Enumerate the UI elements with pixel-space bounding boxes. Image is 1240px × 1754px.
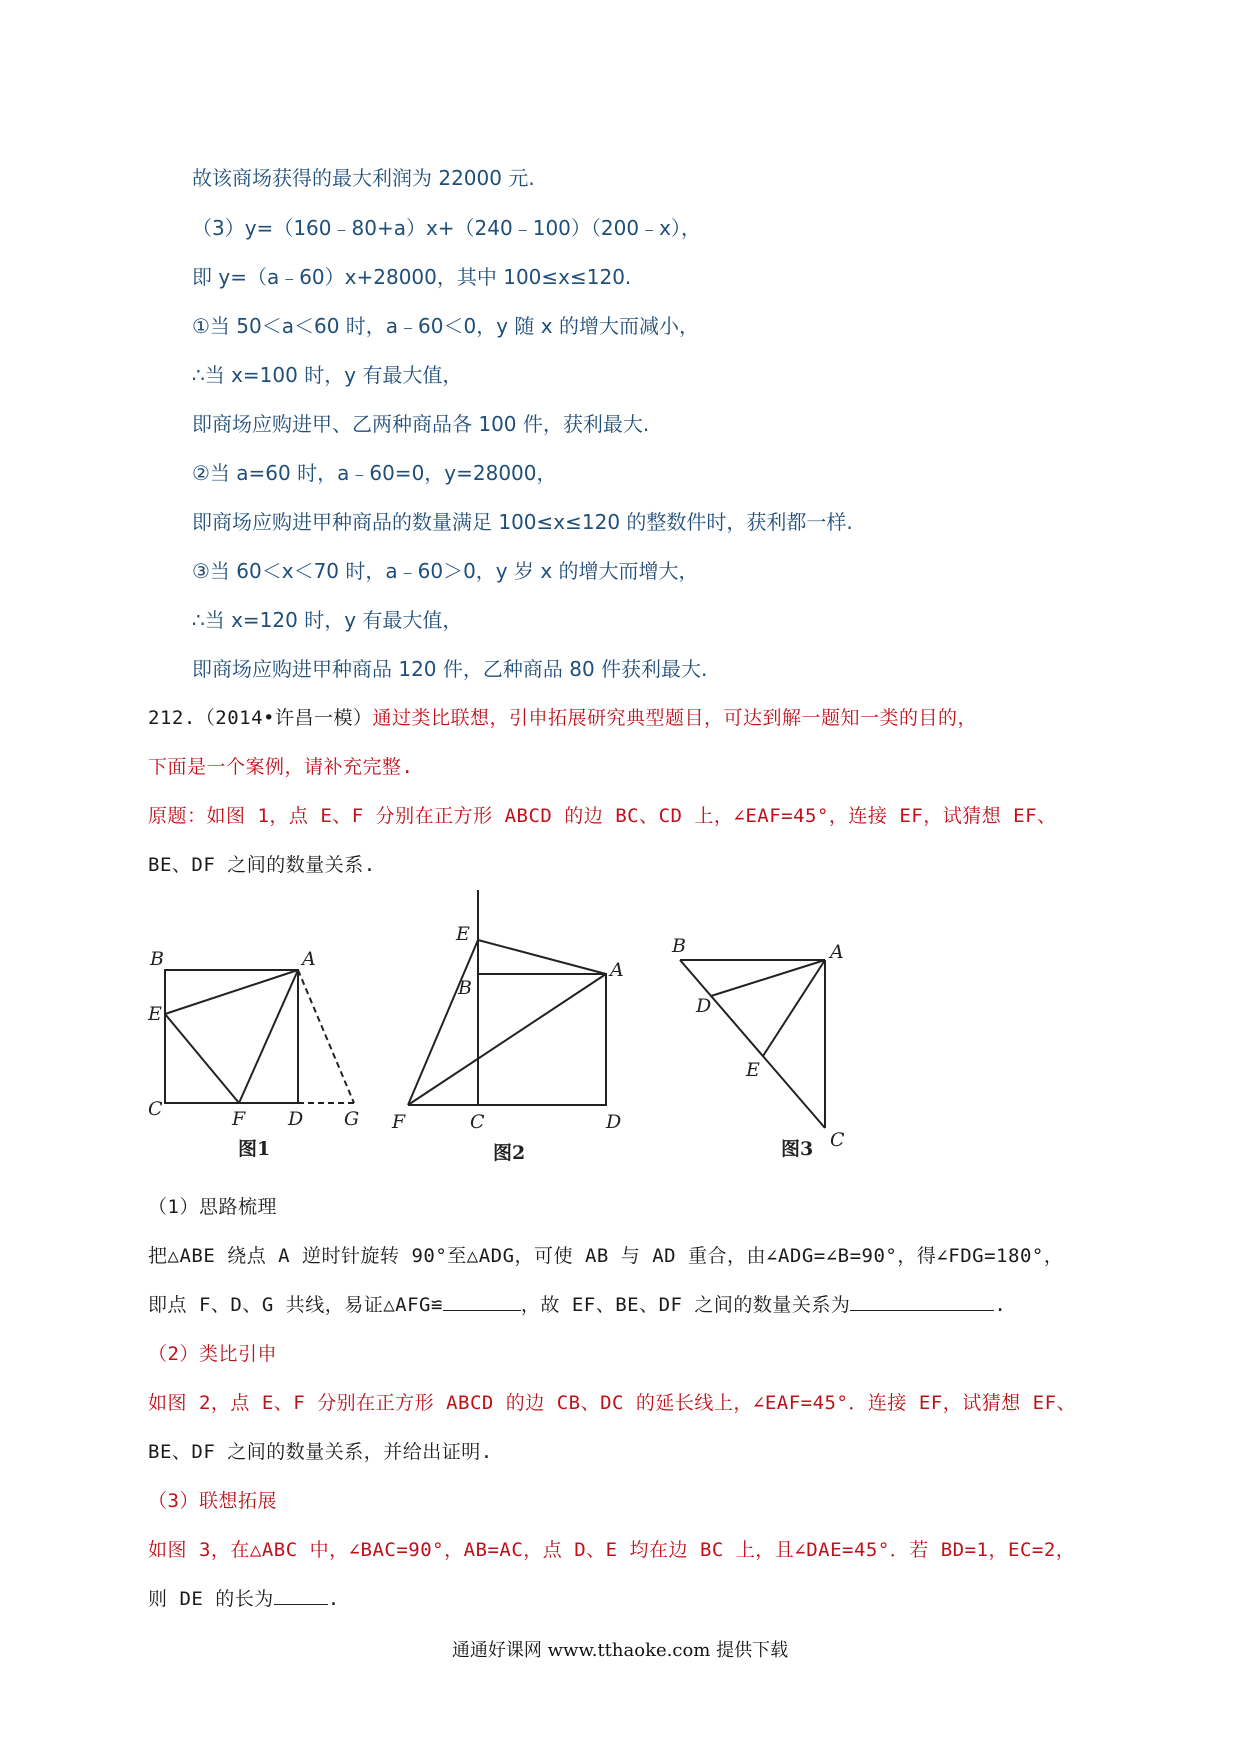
answer-blank-de[interactable]: [274, 1586, 328, 1605]
fig1-label-f: F: [232, 1108, 246, 1130]
segment-ae: [165, 970, 298, 1014]
solution-line: 即 y=（a﹣60）x+28000，其中 100≤x≤120.: [192, 265, 632, 289]
fig1-label-c: C: [148, 1098, 163, 1120]
fig2-label-f: F: [392, 1111, 406, 1133]
fig1-label-b: B: [150, 948, 164, 970]
segment-ae: [763, 960, 825, 1056]
segment-ag-dashed: [298, 970, 354, 1103]
fig2-label-a: A: [610, 959, 624, 981]
fig1-label-e: E: [148, 1003, 162, 1025]
part2-title: （2）类比引申: [148, 1343, 277, 1365]
part1-line2: [148, 1290, 1006, 1317]
fig3-label-e: E: [746, 1059, 760, 1081]
fig1-label-a: A: [302, 948, 316, 970]
page-footer: 通通好课网 www.tthaoke.com 提供下载: [451, 1640, 789, 1661]
part1-title: （1）思路梳理: [148, 1196, 277, 1218]
problem-header: [148, 703, 977, 730]
part1-line2-end: .: [994, 1294, 1007, 1316]
fig3-label-b: B: [672, 935, 686, 957]
solution-line: 即商场应购进甲种商品的数量满足 100≤x≤120 的整数件时，获利都一样.: [192, 510, 853, 534]
problem-source: （2014•许昌一模）: [195, 707, 373, 729]
solution-line: ∴当 x=120 时，y 有最大值，: [192, 608, 463, 632]
geometry-figures: [140, 890, 920, 1170]
fig1-label-d: D: [288, 1108, 304, 1130]
fig2-label-e: E: [456, 923, 470, 945]
segment-ea: [478, 940, 606, 974]
solution-line: （3）y=（160﹣80+a）x+（240﹣100）（200﹣x），: [192, 216, 701, 240]
part3-line1: 如图 3，在△ABC 中，∠BAC=90°，AB=AC，点 D、E 均在边 BC 上，且∠DAE=45°．若 BD=1，EC=2，: [148, 1539, 1076, 1561]
part3-line2-end: .: [327, 1588, 340, 1610]
square-abcd: [478, 974, 606, 1105]
fig2-label-c: C: [470, 1111, 485, 1133]
solution-line: 即商场应购进甲、乙两种商品各 100 件，获利最大.: [192, 412, 650, 436]
figure-1-caption: 图1: [238, 1138, 271, 1160]
part2-line2: BE、DF 之间的数量关系，并给出证明.: [148, 1441, 493, 1463]
figure-3-caption: 图3: [781, 1138, 814, 1160]
figure-3: [680, 960, 825, 1128]
original-problem-cont: BE、DF 之间的数量关系.: [148, 854, 376, 876]
part1-line1: 把△ABE 绕点 A 逆时针旋转 90°至△ADG，可使 AB 与 AD 重合，由∠ADG=∠B=90°，得∠FDG=180°，: [148, 1245, 1064, 1267]
figure-2-caption: 图2: [493, 1142, 526, 1164]
answer-blank-congruent[interactable]: [443, 1292, 521, 1311]
fig2-label-b: B: [458, 977, 472, 999]
part1-line2-text-b: ，故 EF、BE、DF 之间的数量关系为: [520, 1294, 851, 1316]
part2-line1: 如图 2，点 E、F 分别在正方形 ABCD 的边 CB、DC 的延长线上，∠EAF=45°．连接 EF，试猜想 EF、: [148, 1392, 1077, 1414]
solution-line: ②当 a=60 时，a﹣60=0，y=28000，: [192, 461, 557, 485]
problem-intro: 通过类比联想，引申拓展研究典型题目，可达到解一题知一类的目的，: [372, 707, 977, 729]
problem-number: 212.: [148, 707, 196, 729]
answer-blank-relation[interactable]: [850, 1292, 994, 1311]
fig3-label-d: D: [696, 995, 712, 1017]
segment-ef: [165, 1014, 239, 1103]
part3-line2: [148, 1584, 340, 1611]
segment-af: [239, 970, 298, 1103]
part3-title: （3）联想拓展: [148, 1490, 277, 1512]
fig3-label-a: A: [830, 941, 844, 963]
original-problem: 原题：如图 1，点 E、F 分别在正方形 ABCD 的边 BC、CD 上，∠EAF=45°，连接 EF，试猜想 EF、: [148, 805, 1057, 827]
part1-line2-text: 即点 F、D、G 共线，易证△AFG≌: [148, 1294, 443, 1316]
fig1-label-g: G: [344, 1108, 360, 1130]
solution-line: 即商场应购进甲种商品 120 件，乙种商品 80 件获利最大.: [192, 657, 708, 681]
part3-line2-text: 则 DE 的长为: [148, 1588, 274, 1610]
solution-line: ∴当 x=100 时，y 有最大值，: [192, 363, 463, 387]
solution-line: 故该商场获得的最大利润为 22000 元.: [192, 166, 535, 190]
figure-1: [165, 970, 354, 1103]
fig2-label-d: D: [606, 1111, 622, 1133]
figure-2: [408, 890, 606, 1105]
solution-line: ③当 60＜x＜70 时，a﹣60＞0，y 岁 x 的增大而增大，: [192, 559, 699, 583]
segment-bc: [680, 960, 825, 1128]
segment-fa: [408, 974, 606, 1105]
problem-intro-cont: 下面是一个案例，请补充完整.: [148, 756, 414, 778]
segment-ad: [711, 960, 825, 996]
segment-ef: [408, 940, 478, 1105]
solution-line: ①当 50＜a＜60 时，a﹣60＜0，y 随 x 的增大而减小，: [192, 314, 699, 338]
fig3-label-c: C: [830, 1129, 845, 1151]
